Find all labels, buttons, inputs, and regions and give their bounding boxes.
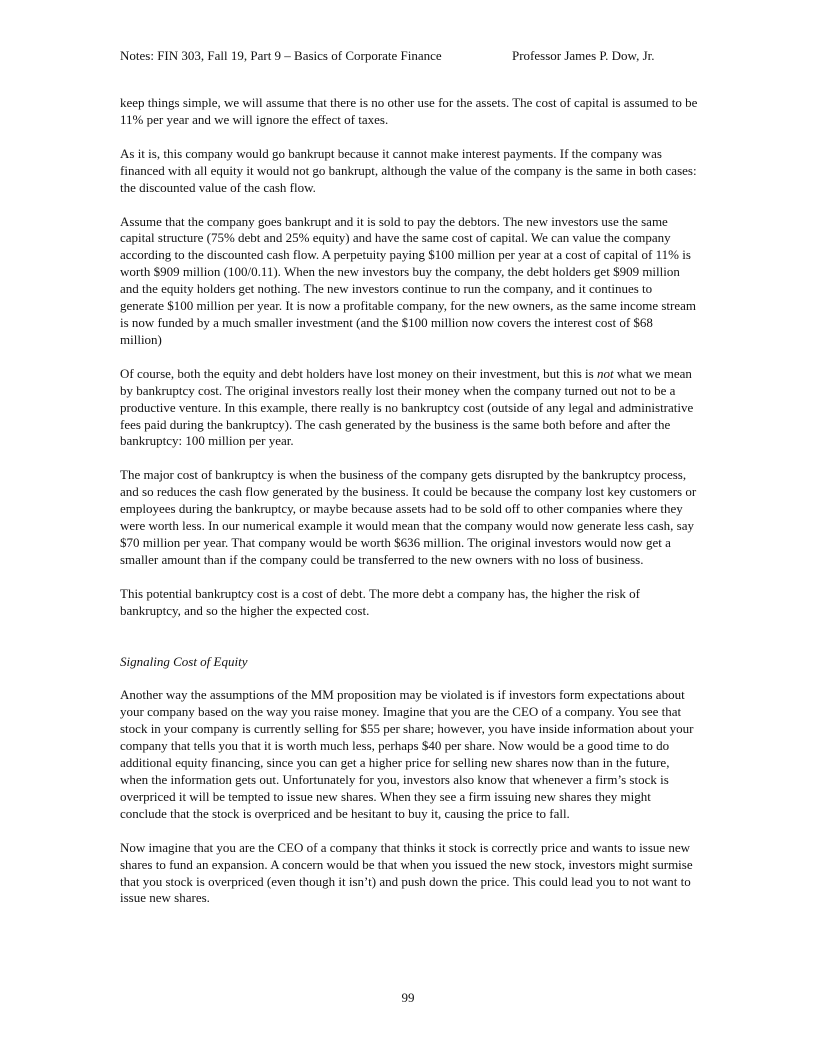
- spacer: [120, 637, 698, 654]
- paragraph-text: Of course, both the equity and debt holders have lost money on their investment, but this is: [120, 365, 597, 381]
- emphasis-text: not: [596, 365, 614, 381]
- document-body: [120, 95, 698, 924]
- paragraph: This potential bankruptcy cost is a cost of debt. The more debt a company has, the higher the risk of bankruptcy, and so the higher the expected cost.: [120, 585, 640, 618]
- paragraph: [120, 366, 698, 451]
- page-number: 99: [401, 990, 415, 1005]
- header-course-title: Notes: FIN 303, Fall 19, Part 9 – Basics of Corporate Finance: [120, 48, 442, 63]
- paragraph: Now imagine that you are the CEO of a company that thinks it stock is correctly price and wants to issue new shares to fund an expansion. A concern would be that when you issued the new stock, investors might surmise that you stock is overpriced (even though it isn’t) and push down the price. This could lead you to not want to issue new shares.: [120, 839, 693, 906]
- paragraph: Another way the assumptions of the MM proposition may be violated is if investors form expectations about your company based on the way you raise money. Imagine that you are the CEO of a company. You see that stock in your company is currently selling for $55 per share; however, you have inside information about your company that tells you that it is worth much less, perhaps $40 per share. Now would be a good time to do additional equity financing, since you can get a higher price for selling new shares now than in the future, when the information gets out. Unfortunately for you, investors also know that whenever a firm’s stock is overpriced it will be tempted to issue new shares. When they see a firm issuing new shares they might conclude that the stock is overpriced and be hesitant to buy it, causing the price to fall.: [120, 687, 694, 821]
- header-author: Professor James P. Dow, Jr.: [512, 48, 655, 63]
- paragraph: Assume that the company goes bankrupt and it is sold to pay the debtors. The new investors use the same capital structure (75% debt and 25% equity) and have the same cost of capital. We can value the company according to the discounted cash flow. A perpetuity paying $100 million per year at a cost of capital of 11% is worth $909 million (100/0.11). When the new investors buy the company, the debt holders get $909 million and the equity holders get nothing. The new investors continue to run the company, and it continues to generate $100 million per year. It is now a profitable company, for the new owners, as the same income stream is now funded by a much smaller investment (and the $100 million now covers the interest cost of $68 million): [120, 213, 697, 347]
- paragraph-text: what we mean by bankruptcy cost. The original investors really lost their money when the company turned out not to be a productive venture. In this example, there really is no bankruptcy cost (outside of any legal and administrative fees paid during the bankruptcy). The cash generated by the business is the same both before and after the bankruptcy: 100 million per year.: [120, 365, 694, 449]
- paragraph: The major cost of bankruptcy is when the business of the company gets disrupted by the bankruptcy process, and so reduces the cash flow generated by the business. It could be because the company lost key customers or employees during the bankruptcy, or maybe because assets had to be sold off to other companies where they were worth less. In our numerical example it would mean that the company would now generate less cash, say $70 million per year. That company would be worth $636 million. The original investors would now get a smaller amount than if the company could be transferred to the new owners with no loss of business.: [120, 467, 697, 567]
- paragraph: keep things simple, we will assume that there is no other use for the assets. The cost of capital is assumed to be 11% per year and we will ignore the effect of taxes.: [120, 95, 698, 127]
- paragraph: As it is, this company would go bankrupt because it cannot make interest payments. If the company was financed with all equity it would not go bankrupt, although the value of the company is the same in both cases: the discounted value of the cash flow.: [120, 145, 697, 195]
- section-heading: Signaling Cost of Equity: [120, 653, 248, 669]
